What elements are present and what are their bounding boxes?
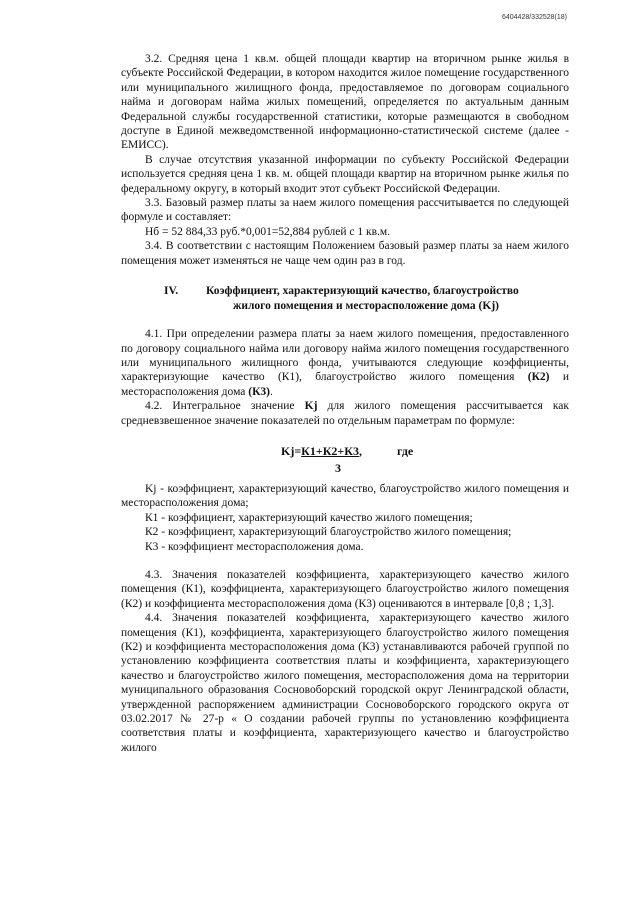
section-heading — [121, 283, 569, 315]
formula-numerator: К1+К2+К3 — [301, 443, 359, 458]
definition-k1: К1 - коэффициент, характеризующий качество жилого помещения; — [145, 511, 473, 524]
paragraph-4-3: 4.3. Значения показателей коэффициента, характеризующего качество жилого помещения (К1), коэффициента, характеризующего благоустройство жилого помещения (К2) и коэффициента месторасположения дома (К3) оцениваются в интервале [0,8 ; 1,3]. — [121, 568, 569, 610]
definition-k2: К2 - коэффициент, характеризующий благоустройство жилого помещения; — [145, 526, 512, 539]
paragraph-3-3: 3.3. Базовый размер платы за наем жилого помещения рассчитывается по следующей формуле и составляет: — [121, 197, 569, 224]
definition-kj: Kj - коэффициент, характеризующий качество, благоустройство жилого помещения и месторасположения дома; — [121, 482, 569, 510]
k3-label: (К3) — [248, 385, 270, 398]
definition-k3: К3 - коэффициент месторасположения дома. — [145, 540, 364, 553]
document-body — [121, 52, 569, 755]
document-number: 6404428/332528(18) — [501, 14, 567, 21]
paragraph-3-2: 3.2. Средняя цена 1 кв.м. общей площади квартир на вторичном рынке жилья в субъекте Российской Федерации, в котором находится жилое помещение государственного или муниципального жилищного фонда, предоставляемое по договорам социального найма и договорам найма жилых помещений, определяется по актуальным данным Федеральной службы государственной статистики, которые размещаются в свободном доступе в Единой межведомственной информационно-статистической системе (далее - ЕМИСС). — [121, 53, 569, 152]
paragraph-4-2 — [121, 399, 569, 428]
formula-denominator: 3 — [335, 460, 341, 475]
paragraph-4-1-text-end: . — [270, 385, 273, 398]
paragraph-3-2-continued: В случае отсутствия указанной информации по субъекту Российской Федерации используется средняя цена 1 кв. м. общей площади квартир на вторичном рынке жилья по федеральному округу, в который входит этот субъект Российской Федерации. — [121, 153, 569, 195]
paragraph-3-4: 3.4. В соответствии с настоящим Положением базовый размер платы за наем жилого помещения может изменяться не чаще чем один раз в год. — [121, 240, 569, 267]
section-title-line-2: жилого помещения и месторасположение дома (Kj) — [233, 300, 499, 313]
section-number: IV. — [164, 285, 179, 298]
paragraph-4-1-text: 4.1. При определении размера платы за наем жилого помещения, предоставленного по договору социального найма или договору найма жилого помещения государственного или муниципального жилищного фонда, учитываются следующие коэффициенты, характеризующие качество (К1), благоустройство жилого помещения — [121, 328, 569, 384]
paragraph-4-2-text: 4.2. Интегральное значение — [145, 400, 305, 413]
formula-kj: Kj= — [281, 443, 302, 458]
paragraph-4-1 — [121, 327, 569, 399]
paragraph-4-4: 4.4. Значения показателей коэффициента, характеризующего качество жилого помещения (К1), коэффициента, характеризующего благоустройство жилого помещения (К2) и коэффициента месторасположения дома (К3) устанавливаются рабочей группой по установлению коэффициента соответствия платы и коэффициента, характеризующего качество и благоустройство жилого помещения, месторасположения дома на территории муниципального образования Сосновоборский городской округ Ленинградской области, утвержденной распоряжением администрации Сосновоборского городского округа от 03.02.2017 № 27-р « О создании рабочей группы по установлению коэффициента соответствия платы и коэффициента, характеризующего качество и благоустройство жилого — [121, 612, 569, 754]
formula-comma: , — [358, 443, 362, 458]
section-title-line-1: Коэффициент, характеризующий качество, благоустройство — [206, 285, 519, 298]
base-fee-formula: Нб = 52 884,33 руб.*0,001=52,884 рублей с 1 кв.м. — [145, 225, 391, 238]
k2-label: (К2) — [527, 371, 550, 384]
paragraph-4-2-text-end: для жилого помещения рассчитывается как средневзвешенное значение показателей по отдельным параметрам по формуле: — [121, 400, 569, 427]
paragraph-4-1-text-mid: и месторасположения дома — [121, 371, 570, 398]
formula-where: где — [397, 443, 414, 458]
kj-formula — [121, 440, 569, 482]
formula-numerator-line — [281, 444, 362, 458]
kj-label: Kj — [304, 400, 318, 413]
